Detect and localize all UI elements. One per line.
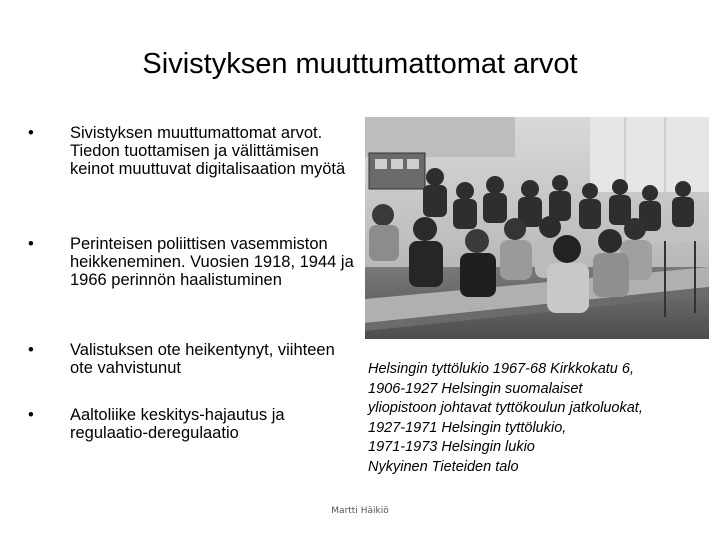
bullet-text: Sivistyksen muuttumattomat arvot. Tiedon tuottamisen ja välittämisen keinot muuttuvat digitalisaation myötä bbox=[70, 124, 346, 178]
bullet-marker: • bbox=[28, 124, 34, 142]
photo-caption: Helsingin tyttölukio 1967-68 Kirkkokatu 6, 1906-1927 Helsingin suomalaiset yliopistoon johtavat tyttökoulun jatkoluokat, 1927-1971 Helsingin tyttölukio, 1971-1973 Helsingin lukio Nykyinen Tieteiden talo bbox=[368, 361, 643, 475]
classroom-photo-image bbox=[365, 117, 709, 339]
slide-title: Sivistyksen muuttumattomat arvot bbox=[142, 48, 578, 80]
bullet-text: Perinteisen poliittisen vasemmiston heikkeneminen. Vuosien 1918, 1944 ja 1966 perinnön haalistuminen bbox=[70, 235, 354, 289]
author-footer: Martti Häikiö bbox=[331, 506, 389, 516]
bullet-text: Aaltoliike keskitys-hajautus ja regulaatio-deregulaatio bbox=[70, 406, 285, 442]
bullet-text: Valistuksen ote heikentynyt, viihteen ote vahvistunut bbox=[70, 341, 335, 377]
classroom-photo bbox=[365, 117, 709, 339]
bullet-marker: • bbox=[28, 235, 34, 253]
bullet-marker: • bbox=[28, 341, 34, 359]
bullet-marker: • bbox=[28, 406, 34, 424]
